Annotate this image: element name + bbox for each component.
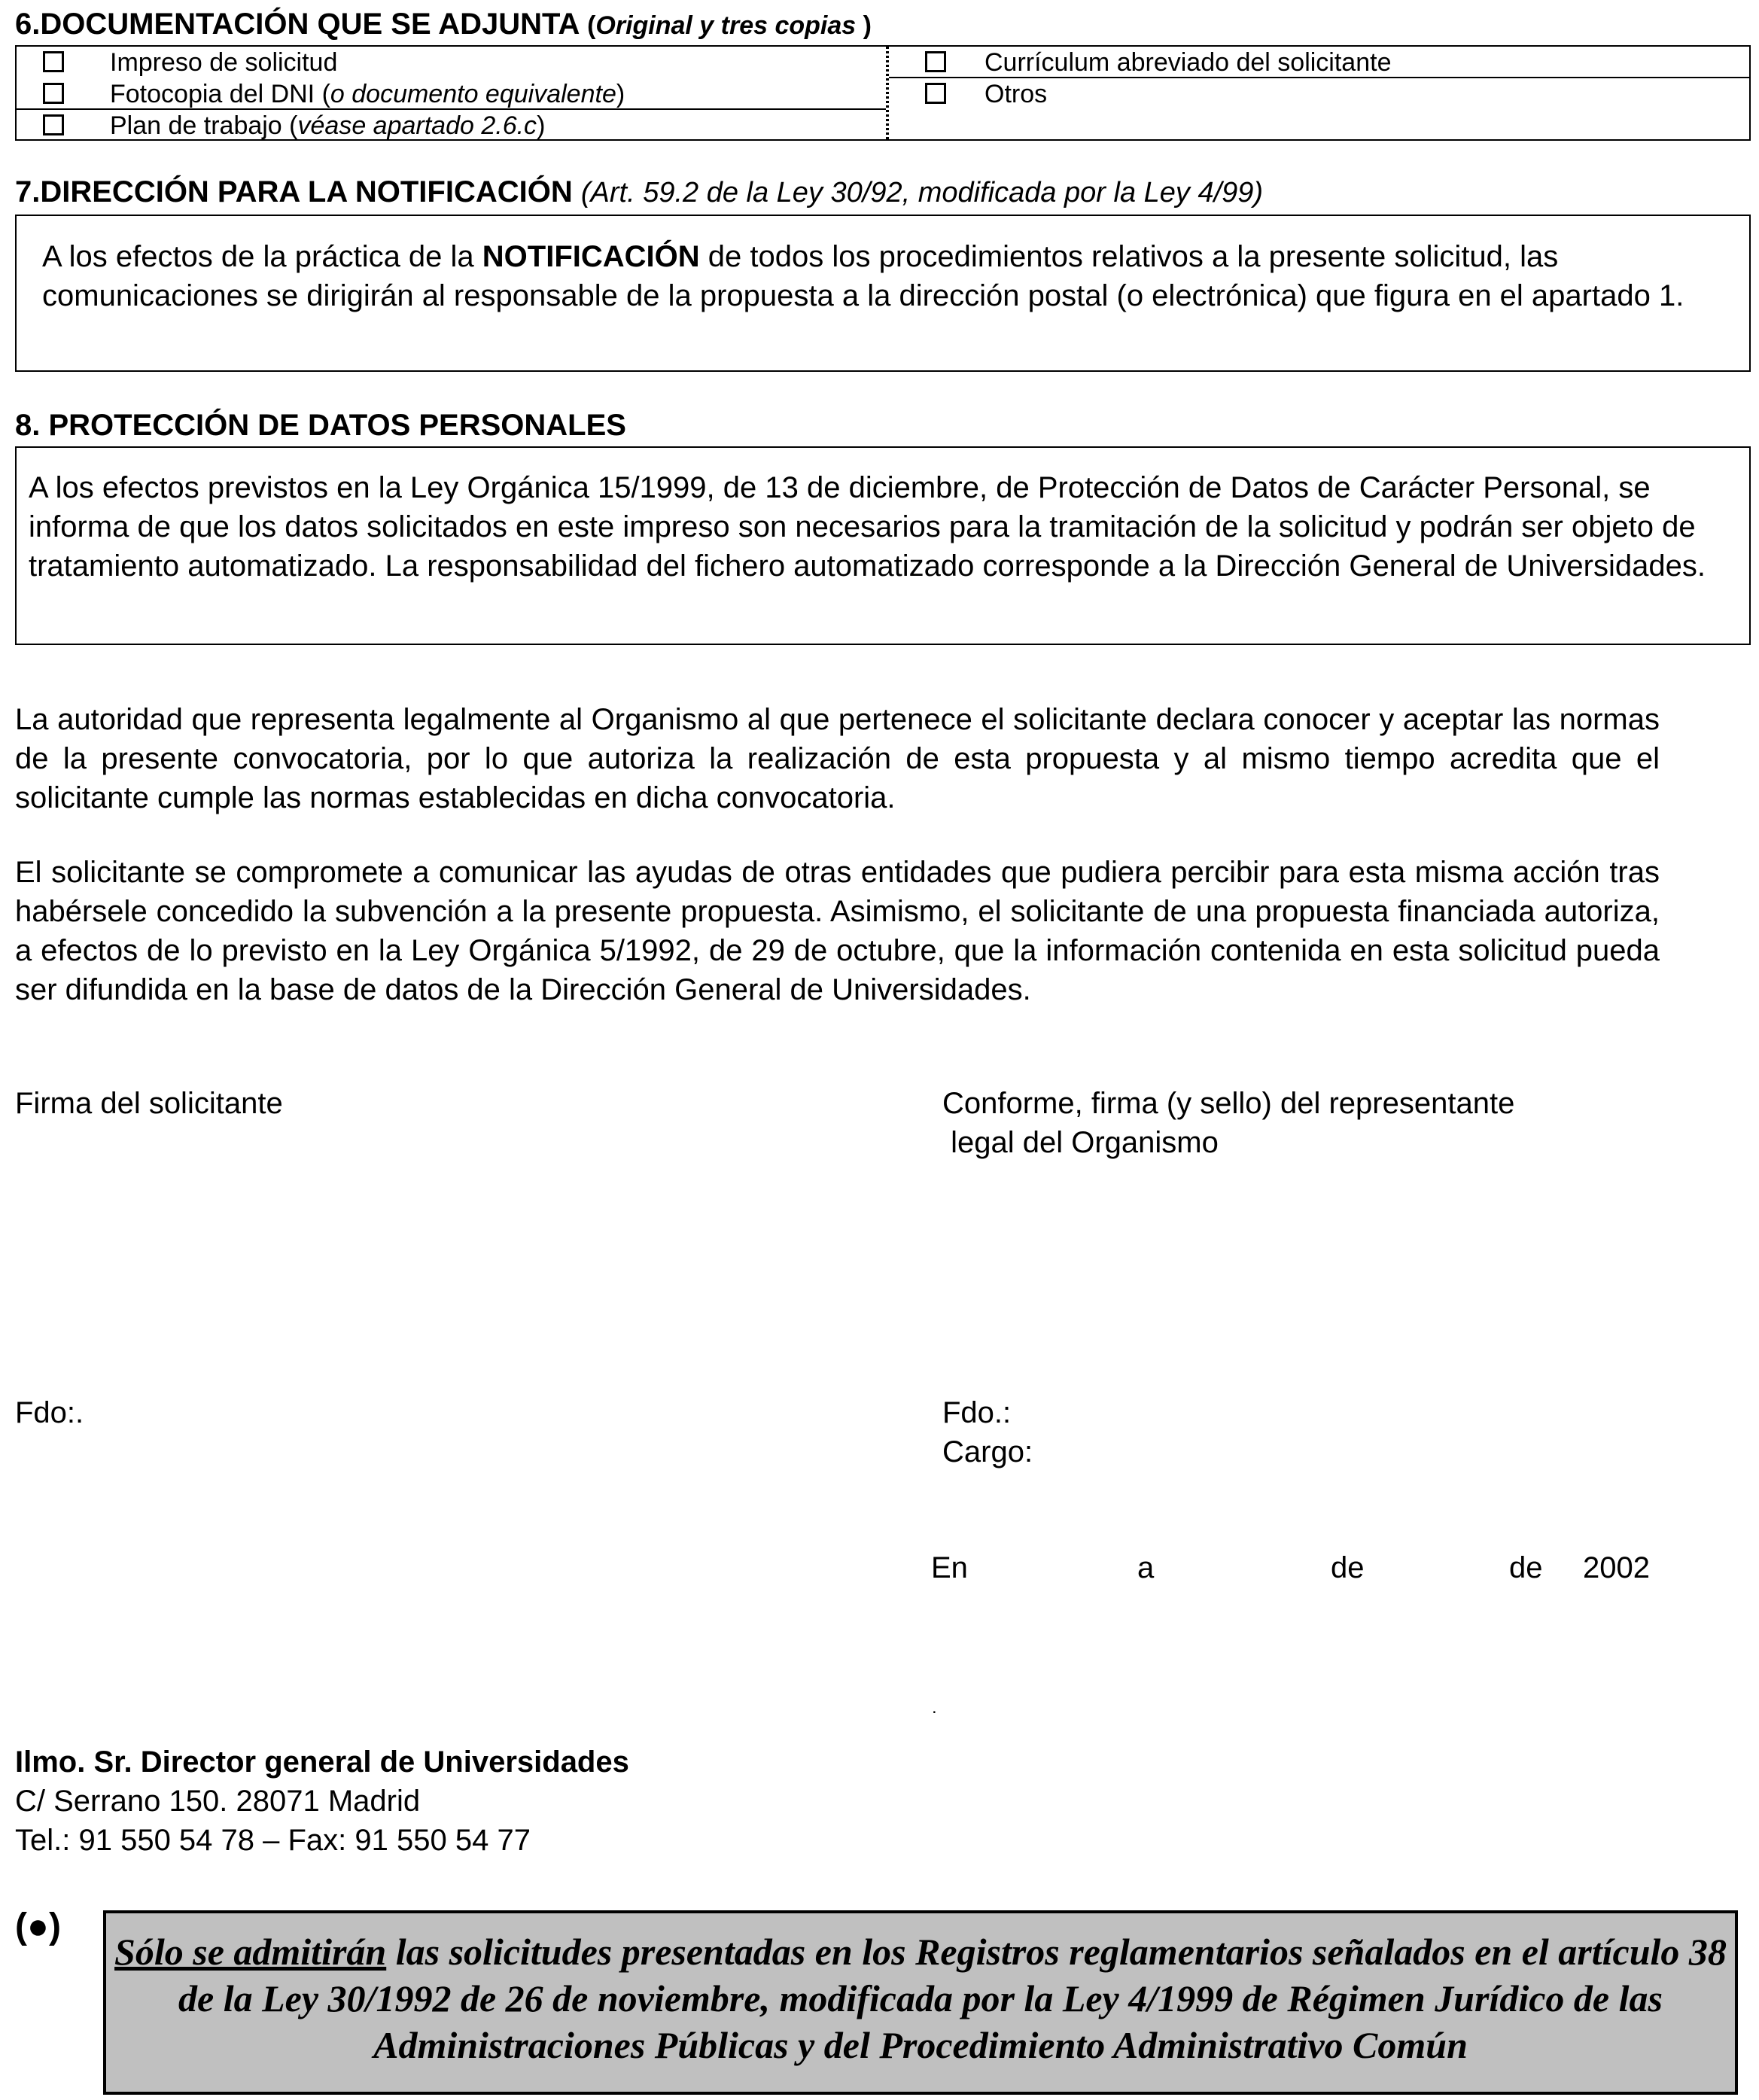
doc-item-label: Plan de trabajo (véase apartado 2.6.c) [110,111,546,140]
stray-dot: . [932,1697,937,1718]
doc-item-plan[interactable] [17,110,886,142]
section-7-heading [15,175,1263,209]
section-6-subtitle: (Original y tres copias ) [587,11,872,40]
applicant-signature-label: Firma del solicitante [15,1087,283,1120]
date-de-month: de [1331,1551,1365,1584]
doc-item-label: Fotocopia del DNI (o documento equivalente) [110,80,625,108]
doc-item-curriculum[interactable] [889,47,1749,78]
data-protection-text: A los efectos previstos en la Ley Orgánica 15/1999, de 13 de diciembre, de Protección de Datos de Carácter Personal, se informa de que los datos solicitados en este impreso son necesarios para la tramitación de la solicitud y podrán ser objeto de tratamiento automatizado. La responsabilidad del fichero automatizado corresponde a la Dirección General de Universidades. [29,471,1706,583]
checkbox-otros[interactable] [925,83,946,104]
footer-notice-box [103,1910,1738,2095]
doc-item-dni[interactable] [17,78,886,110]
footer-underlined: Sólo se admitirán [114,1931,387,1973]
representative-cargo: Cargo: [942,1435,1033,1468]
checkbox-dni[interactable] [43,83,64,104]
section-7-subtitle: (Art. 59.2 de la Ley 30/92, modificada por la Ley 4/99) [580,177,1264,208]
section-6-heading [15,8,872,41]
notification-bold: NOTIFICACIÓN [482,240,700,273]
doc-item-label: Impreso de solicitud [110,48,338,77]
doc-item-impreso[interactable] [17,47,886,78]
commitment-paragraph: El solicitante se compromete a comunicar las ayudas de otras entidades que pudiera percibir para esta misma acción tras habérsele concedido la subvención a la presente propuesta. Asimismo, el solicitante de una propuesta financiada autoriza, a efectos de lo previsto en la Ley Orgánica 5/1992, de 29 de octubre, que la información contenida en esta solicitud pueda ser difundida en la base de datos de la Dirección General de Universidades. [15,856,1660,1006]
notification-box [15,215,1751,372]
authority-paragraph: La autoridad que representa legalmente al Organismo al que pertenece el solicitante declara conocer y aceptar las normas de la presente convocatoria, por lo que autoriza la realización de esta propuesta y al mismo tiempo acredita que el solicitante cumple las normas establecidas en dicha convocatoria. [15,703,1660,814]
checkbox-impreso[interactable] [43,51,64,72]
footer-text: las solicitudes presentadas en los Registros reglamentarios señalados en el artículo 38 de la Ley 30/1992 de 26 de noviembre, modificada por la Ley 4/1999 de Régimen Jurídico de las Administraciones Públicas y del Procedimiento Administrativo Común [178,1931,1727,2066]
representative-fdo: Fdo.: [942,1396,1012,1429]
checkbox-plan[interactable] [43,114,64,135]
notification-text: A los efectos de la práctica de la [42,240,482,273]
section-6-title: 6.DOCUMENTACIÓN QUE SE ADJUNTA [15,8,579,41]
date-en: En [931,1551,968,1584]
notification-text-rest: de todos los procedimientos relativos a la presente solicitud, las comunicaciones se dirigirán al responsable de la propuesta a la dirección postal (o electrónica) que figura en el apartado 1. [42,240,1684,312]
section-8-title: 8. PROTECCIÓN DE DATOS PERSONALES [15,409,626,442]
doc-item-label: Currículum abreviado del solicitante [984,48,1392,77]
section-7-title: 7.DIRECCIÓN PARA LA NOTIFICACIÓN [15,175,573,208]
date-de-year: de [1509,1551,1543,1584]
checkbox-curriculum[interactable] [925,51,946,72]
attached-documents-table [15,45,1751,141]
addressee-address: C/ Serrano 150. 28071 Madrid [15,1785,421,1818]
date-a: a [1137,1551,1155,1584]
data-protection-box [15,446,1751,645]
doc-item-label: Otros [984,80,1048,108]
applicant-fdo: Fdo:. [15,1396,84,1429]
doc-item-otros[interactable] [889,78,1749,110]
representative-signature-label: Conforme, firma (y sello) del representante legal del Organismo [942,1087,1515,1159]
footer-marker: (●) [15,1907,61,1946]
addressee-name: Ilmo. Sr. Director general de Universidades [15,1745,629,1779]
date-year: 2002 [1583,1551,1650,1584]
addressee-phone: Tel.: 91 550 54 78 – Fax: 91 550 54 77 [15,1824,531,1857]
